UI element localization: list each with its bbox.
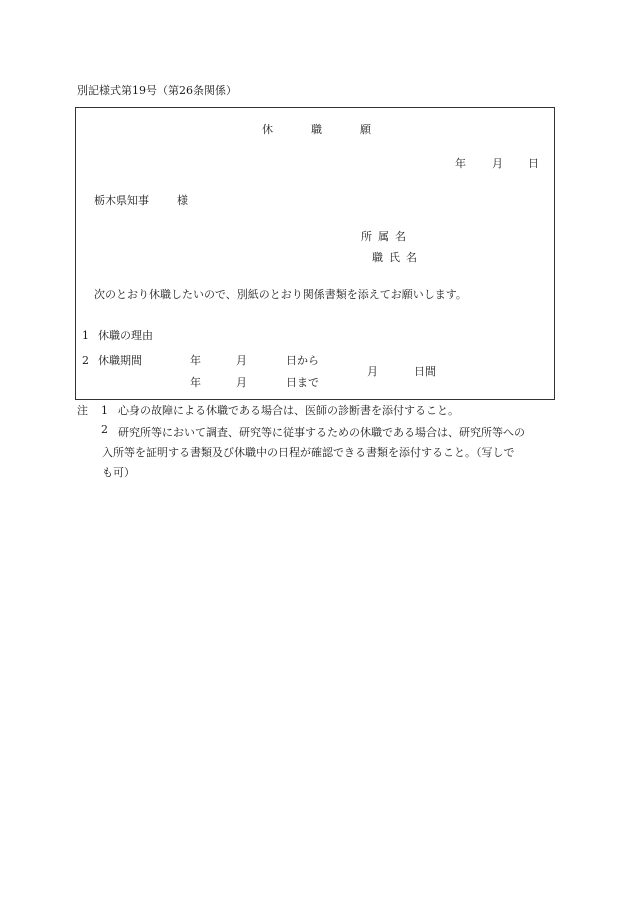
addressee-name: 栃木県知事: [94, 194, 149, 207]
title-char-1: 休: [262, 123, 273, 136]
note-2-line-3: も可）: [102, 466, 135, 479]
duration-days: 日間: [414, 365, 436, 378]
note-2-line-2: 入所等を証明する書類及び休職中の日程が確認できる書類を添付すること。（写しで: [102, 446, 515, 459]
duration-month: 月: [367, 365, 378, 378]
addressee-honorific: 様: [177, 194, 188, 207]
date-day-label: 日: [528, 157, 539, 170]
note-1-text: 心身の故障による休職である場合は、医師の診断書を添付すること。: [118, 404, 459, 417]
period-to-year: 年: [190, 376, 201, 389]
note-1-number: 1: [101, 404, 108, 417]
title-char-2: 職: [311, 123, 322, 136]
request-body-text: 次のとおり休職したいので、別紙のとおり関係書類を添えてお願いします。: [94, 288, 467, 301]
note-2-line-1: 研究所等において調査、研究等に従事するための休職である場合は、研究所等への: [118, 426, 525, 439]
date-month-label: 月: [492, 157, 503, 170]
period-to-month: 月: [236, 376, 247, 389]
note-2-text: [102, 423, 554, 483]
position-name-label: 職氏名: [372, 251, 423, 264]
item-1-number: 1: [82, 329, 89, 342]
period-to-day: 日まで: [286, 376, 319, 389]
date-year-label: 年: [455, 157, 466, 170]
title-char-3: 願: [360, 123, 371, 136]
period-from-year: 年: [190, 354, 201, 367]
period-from-day: 日から: [286, 354, 319, 367]
item-2-number: 2: [82, 354, 89, 367]
department-label: 所属名: [361, 230, 412, 243]
note-2-number: 2: [101, 423, 108, 436]
notes-label: 注: [77, 404, 88, 417]
form-title: [262, 123, 371, 137]
form-reference: 別記様式第19号（第26条関係）: [77, 84, 237, 97]
period-from-month: 月: [236, 354, 247, 367]
item-2-label: 休職期間: [98, 354, 142, 367]
item-1-label: 休職の理由: [98, 329, 153, 342]
